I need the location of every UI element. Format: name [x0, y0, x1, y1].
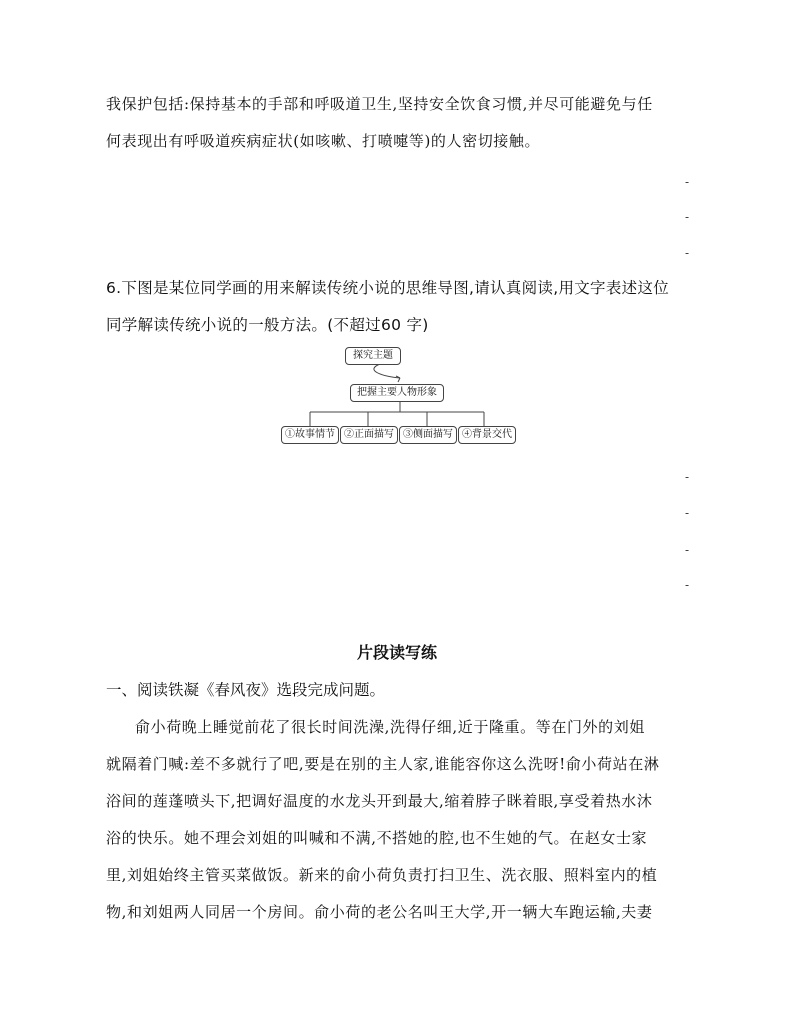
passage-line: 物,和刘姐两人同居一个房间。俞小荷的老公名叫王大学,开一辆大车跑运输,夫妻 [106, 903, 653, 921]
answer-mark: - [685, 506, 690, 520]
answer-mark: - [685, 543, 690, 557]
top-text-line-2: 何表现出有呼吸道疾病症状(如咳嗽、打喷嚏等)的人密切接触。 [106, 132, 541, 150]
question-6-line-1: 6.下图是某位同学画的用来解读传统小说的思维导图,请认真阅读,用文字表述这位 [106, 279, 670, 297]
top-text-line-1: 我保护包括:保持基本的手部和呼吸道卫生,坚持安全饮食习惯,并尽可能避免与任 [106, 95, 653, 113]
question-6-line-2: 同学解读传统小说的一般方法。(不超过60 字) [106, 316, 429, 334]
mindmap-node-leaf: ①故事情节 [281, 426, 339, 444]
mindmap-node-leaf: ④背景交代 [458, 426, 516, 444]
mindmap-node-leaf: ③侧面描写 [399, 426, 457, 444]
passage-line: 里,刘姐始终主管买菜做饭。新来的俞小荷负责打扫卫生、洗衣服、照料室内的植 [106, 866, 658, 884]
mindmap-node-middle: 把握主要人物形象 [350, 384, 444, 402]
passage-line: 浴间的莲蓬喷头下,把调好温度的水龙头开到最大,缩着脖子眯着眼,享受着热水沐 [106, 792, 653, 810]
section-subtitle: 一、阅读铁凝《春风夜》选段完成问题。 [106, 681, 386, 699]
answer-mark: - [685, 578, 690, 592]
answer-mark: - [685, 210, 690, 224]
answer-mark: - [685, 470, 690, 484]
passage-line: 就隔着门喊:差不多就行了吧,要是在别的主人家,谁能容你这么洗呀!俞小荷站在淋 [106, 755, 660, 773]
answer-mark: - [685, 175, 690, 189]
passage-line: 俞小荷晚上睡觉前花了很长时间洗澡,洗得仔细,近于隆重。等在门外的刘姐 [135, 718, 645, 736]
section-title: 片段读写练 [356, 643, 437, 662]
passage-line: 浴的快乐。她不理会刘姐的叫喊和不满,不搭她的腔,也不生她的气。在赵女士家 [106, 829, 648, 847]
mindmap-node-leaf: ②正面描写 [340, 426, 398, 444]
mindmap-node-top: 探究主题 [345, 347, 401, 365]
answer-mark: - [685, 246, 690, 260]
